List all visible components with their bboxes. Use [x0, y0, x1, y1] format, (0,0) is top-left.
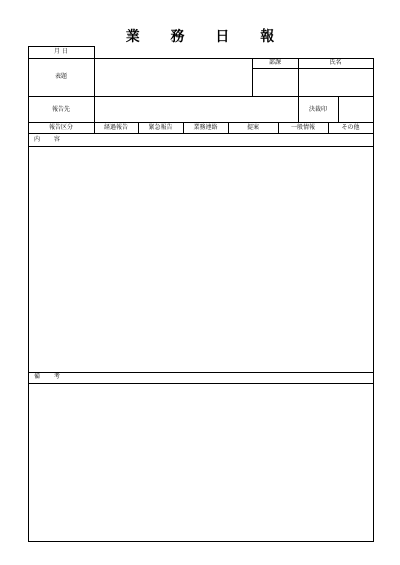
category-urgent-report[interactable]: 緊急報告	[148, 124, 173, 131]
approval-seal-box[interactable]	[339, 97, 373, 122]
department-label: 部課	[268, 59, 281, 66]
bottom-line	[28, 541, 373, 542]
row-line-4	[28, 133, 373, 134]
report-to-field[interactable]	[95, 97, 298, 122]
category-business-contact[interactable]: 業務連絡	[193, 124, 218, 131]
date-top-line	[28, 46, 94, 47]
remarks-area[interactable]	[29, 384, 373, 541]
content-label: 内 容	[34, 136, 66, 143]
date-label: 月 日	[54, 48, 68, 55]
approval-seal-label: 決裁印	[308, 106, 327, 113]
category-progress-report[interactable]: 経過報告	[103, 124, 128, 131]
remarks-top-line	[28, 372, 373, 373]
department-field[interactable]	[253, 69, 298, 96]
category-label: 報告区分	[48, 124, 73, 131]
name-field[interactable]	[299, 69, 373, 96]
remarks-label: 備 考	[34, 373, 66, 380]
row-line-3	[28, 122, 373, 123]
category-general-info[interactable]: 一般情報	[290, 124, 315, 131]
subject-field[interactable]	[95, 59, 252, 96]
subject-label: 表題	[54, 73, 67, 80]
name-label: 氏名	[329, 59, 342, 66]
form-title: 業 務 日 報	[125, 29, 288, 45]
content-area[interactable]	[29, 147, 373, 372]
category-proposal[interactable]: 提案	[246, 124, 259, 131]
report-to-label: 報告先	[51, 106, 70, 113]
right-border	[373, 58, 374, 542]
category-other[interactable]: その他	[341, 124, 360, 131]
